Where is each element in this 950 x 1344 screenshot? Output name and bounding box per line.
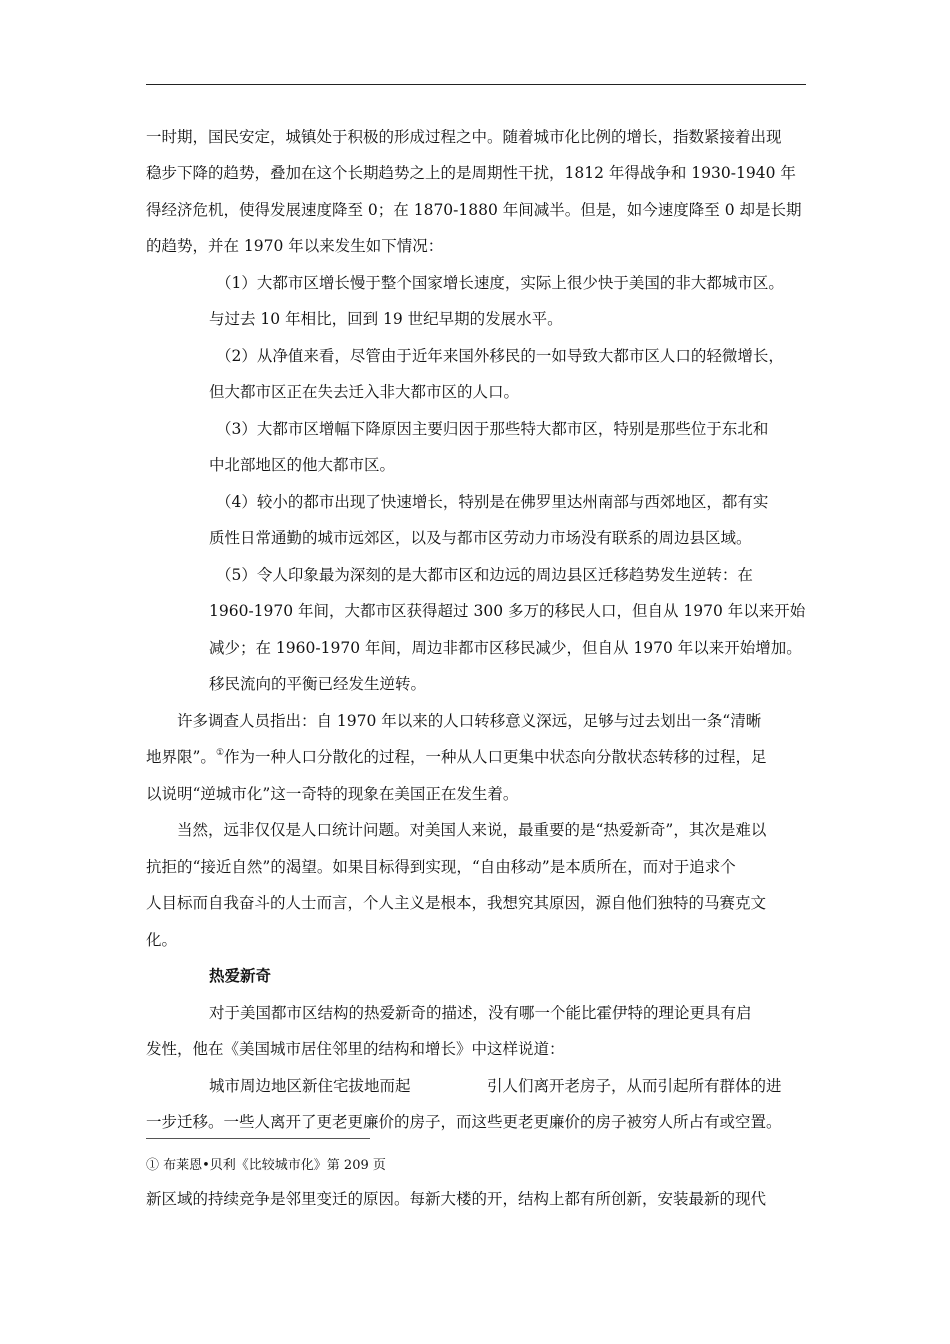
paragraph-text: 作为一种人口分散化的过程，一种从人口更集中状态向分散状态转移的过程，足	[224, 748, 767, 766]
footnote: ① 布莱恩•贝利《比较城市化》第 209 页	[146, 1158, 386, 1173]
paragraph-line	[146, 747, 767, 770]
list-item-line: 质性日常通勤的城市远郊区，以及与都市区劳动力市场没有联系的周边县区域。	[209, 529, 752, 547]
paragraph-line: 得经济危机，使得发展速度降至 0；在 1870-1880 年间减半。但是，如今速度降至 0 却是长期	[146, 201, 802, 219]
list-item-line: （2）从净值来看，尽管由于近年来国外移民的一如导致大都市区人口的轻微增长，	[216, 347, 784, 365]
paragraph-line: 抗拒的“接近自然”的渴望。如果目标得到实现，“自由移动”是本质所在，而对于追求个	[146, 858, 736, 876]
quote-line: 城市周边地区新住宅拔地而起	[209, 1077, 411, 1095]
paragraph-line: 一时期，国民安定，城镇处于积极的形成过程之中。随着城市化比例的增长，指数紧接着出现	[146, 128, 782, 146]
paragraph-line: 对于美国都市区结构的热爱新奇的描述，没有哪一个能比霍伊特的理论更具有启	[209, 1004, 752, 1022]
quote-line: 引人们离开老房子，从而引起所有群体的进	[487, 1077, 782, 1095]
list-item-line: （4）较小的都市出现了快速增长，特别是在佛罗里达州南部与西郊地区，都有实	[216, 493, 769, 511]
list-item-line: 减少；在 1960-1970 年间，周边非都市区移民减少，但自从 1970 年以来开始增加。	[209, 639, 802, 657]
paragraph-line: 的趋势，并在 1970 年以来发生如下情况：	[146, 237, 444, 255]
paragraph-line: 以说明“逆城市化”这一奇特的现象在美国正在发生着。	[146, 785, 519, 803]
list-item-line: （1）大都市区增长慢于整个国家增长速度，实际上很少快于美国的非大都城市区。	[216, 274, 784, 292]
list-item-line: 移民流向的平衡已经发生逆转。	[209, 675, 427, 693]
quote-line: 一步迁移。一些人离开了更老更廉价的房子，而这些更老更廉价的房子被穷人所占有或空置。	[146, 1113, 782, 1131]
list-item-line: 中北部地区的他大都市区。	[209, 456, 396, 474]
paragraph-line: 人目标而自我奋斗的人士而言，个人主义是根本，我想究其原因，源自他们独特的马赛克文	[146, 894, 767, 912]
paragraph-line: 化。	[146, 931, 178, 949]
footnote-rule	[146, 1138, 370, 1139]
list-item-line: （3）大都市区增幅下降原因主要归因于那些特大都市区，特别是那些位于东北和	[216, 420, 769, 438]
paragraph-line: 新区域的持续竞争是邻里变迁的原因。每新大楼的开，结构上都有所创新，安装最新的现代	[146, 1190, 767, 1208]
list-item-line: 1960-1970 年间，大都市区获得超过 300 多万的移民人口，但自从 1970 年以来开始	[209, 602, 806, 620]
paragraph-line: 稳步下降的趋势，叠加在这个长期趋势之上的是周期性干扰，1812 年得战争和 1930-1940 年	[146, 164, 796, 182]
paragraph-line: 当然，远非仅仅是人口统计问题。对美国人来说，最重要的是“热爱新奇”，其次是难以	[177, 821, 767, 839]
footnote-marker[interactable]: ①	[215, 748, 225, 758]
paragraph-line: 发性，他在《美国城市居住邻里的结构和增长》中这样说道：	[146, 1040, 565, 1058]
list-item-line: 与过去 10 年相比，回到 19 世纪早期的发展水平。	[209, 310, 563, 328]
section-heading: 热爱新奇	[209, 967, 272, 985]
paragraph-text: 地界限”。	[146, 748, 216, 766]
header-rule	[146, 84, 806, 85]
list-item-line: 但大都市区正在失去迁入非大都市区的人口。	[209, 383, 520, 401]
paragraph-line: 许多调查人员指出：自 1970 年以来的人口转移意义深远，足够与过去划出一条“清晰	[177, 712, 762, 730]
list-item-line: （5）令人印象最为深刻的是大都市区和边远的周边县区迁移趋势发生逆转：在	[216, 566, 753, 584]
